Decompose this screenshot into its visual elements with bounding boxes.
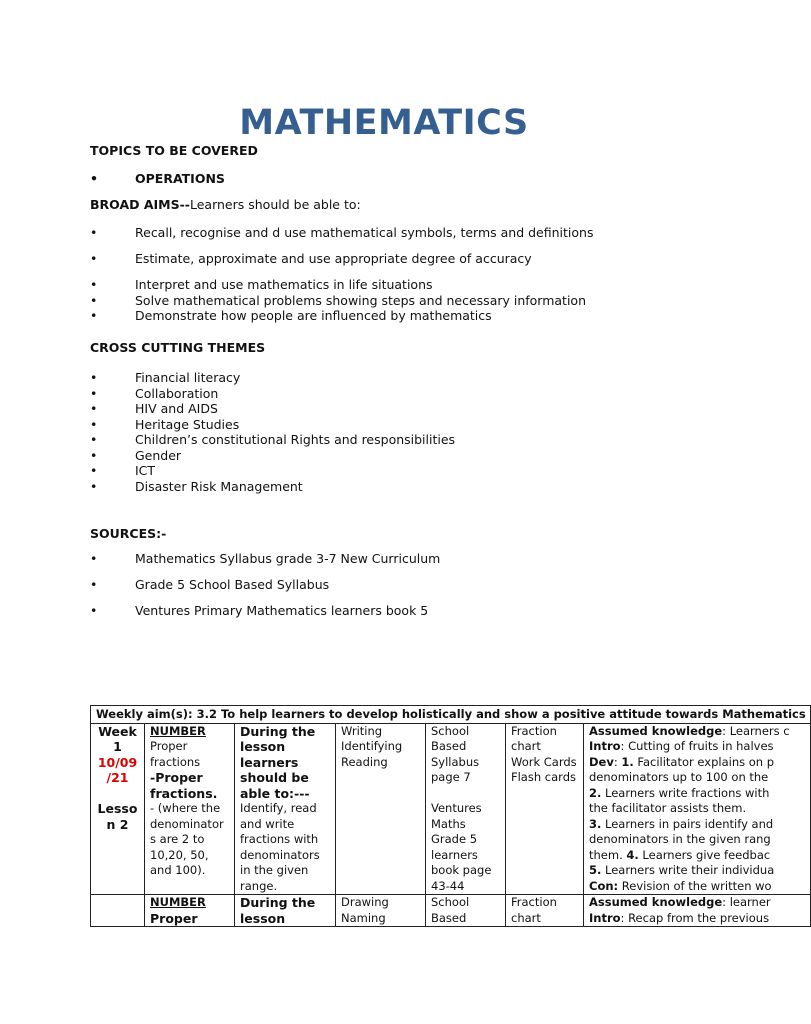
aim-text: Recall, recognise and d use mathematical symbols, terms and definitions xyxy=(135,225,594,240)
objective-line: denominators xyxy=(240,847,320,862)
methods-cell xyxy=(336,895,426,927)
media-line: Fraction xyxy=(511,895,557,909)
reference-line: Based xyxy=(431,739,467,753)
topic-sub: Proper xyxy=(150,739,188,753)
method-line: Reading xyxy=(341,754,388,769)
activity-text: Learners give feedbac xyxy=(638,847,771,862)
reference-line: Syllabus xyxy=(431,754,480,769)
topic-label: OPERATIONS xyxy=(135,171,225,186)
theme-text: Children’s constitutional Rights and responsibilities xyxy=(135,432,456,447)
activity-line xyxy=(589,832,805,848)
activity-bold: 1. xyxy=(621,754,634,769)
activity-bold: Assumed knowledge xyxy=(589,895,723,909)
theme-text: Gender xyxy=(135,447,182,463)
topic-note-line: 10,20, 50, xyxy=(150,847,209,862)
activity-text: : Learners c xyxy=(722,723,790,738)
bullet: • xyxy=(90,292,98,308)
source-text: Ventures Primary Mathematics learners book 5 xyxy=(135,603,429,618)
activity-line xyxy=(589,879,805,895)
bullet: • xyxy=(90,370,98,385)
week-cell xyxy=(91,723,145,895)
topic-item xyxy=(90,171,225,186)
source-text: Mathematics Syllabus grade 3-7 New Curriculum xyxy=(135,551,441,566)
activity-text: Facilitator explains on p xyxy=(633,754,775,769)
activity-text: : learner xyxy=(722,895,771,909)
topic-note-line: s are 2 to xyxy=(150,832,205,846)
topic-heading: NUMBER xyxy=(150,723,206,738)
theme-item xyxy=(90,463,455,479)
reference-line: School xyxy=(431,895,470,909)
activity-line xyxy=(589,739,805,755)
theme-text: Collaboration xyxy=(135,385,219,401)
reference-line: Grade 5 xyxy=(431,832,478,846)
objective-line: fractions with xyxy=(240,832,319,846)
lesson-line-1: Lesso xyxy=(97,801,138,816)
media-line: Flash cards xyxy=(511,770,576,784)
date-line-1: 10/09 xyxy=(97,754,138,770)
bullet: • xyxy=(90,478,98,494)
activity-bold: Intro xyxy=(589,910,621,925)
objective-line: and write xyxy=(240,816,295,831)
objectives-cell xyxy=(235,895,336,927)
date-line-2: /21 xyxy=(106,770,129,785)
method-line: Drawing xyxy=(341,895,389,909)
bullet: • xyxy=(90,171,98,186)
references-cell xyxy=(426,895,506,927)
activity-bold: Intro xyxy=(589,739,621,753)
media-line: chart xyxy=(511,910,541,925)
bullet: • xyxy=(90,463,98,478)
reference-line: learners xyxy=(431,847,478,862)
topic-sub: fractions xyxy=(150,754,201,769)
broad-aims-label: BROAD AIMS-- xyxy=(90,197,190,212)
objectives-cell xyxy=(235,723,336,895)
bullet: • xyxy=(90,225,98,240)
aim-text: Interpret and use mathematics in life situations xyxy=(135,277,433,292)
aim-text: Solve mathematical problems showing steps and necessary information xyxy=(135,292,587,308)
document-title: MATHEMATICS xyxy=(239,103,529,143)
sources-heading: SOURCES:- xyxy=(90,526,167,541)
week-number: 1 xyxy=(113,739,122,754)
activity-text: : Recap from the previous xyxy=(620,910,770,925)
activity-line xyxy=(589,848,805,864)
activity-bold: 3. xyxy=(589,816,602,831)
theme-item xyxy=(90,417,455,433)
objective-bold-line: should be xyxy=(240,770,309,785)
media-cell xyxy=(506,723,584,895)
aim-item xyxy=(90,225,593,240)
activity-text: denominators in the given rang xyxy=(589,832,771,846)
week-label: Week xyxy=(98,723,137,739)
source-item xyxy=(90,551,440,566)
theme-text: HIV and AIDS xyxy=(135,401,218,416)
broad-aims-line xyxy=(90,197,361,212)
objective-line: in the given xyxy=(240,863,309,877)
reference-line: Based xyxy=(431,910,467,925)
activity-line xyxy=(589,863,805,879)
activity-line xyxy=(589,911,805,927)
aim-text: Estimate, approximate and use appropriate degree of accuracy xyxy=(135,251,532,266)
topic-bold: -Proper xyxy=(150,770,203,785)
activity-text: them. xyxy=(589,847,627,862)
reference-line: Ventures xyxy=(431,801,482,815)
themes-heading: CROSS CUTTING THEMES xyxy=(90,340,266,355)
media-cell xyxy=(506,895,584,927)
reference-line: book page xyxy=(431,863,492,877)
topic-bold: fractions. xyxy=(150,785,218,801)
weekly-aim-cell: Weekly aim(s): 3.2 To help learners to develop holistically and show a positive attitude towards Mathematics xyxy=(91,706,811,724)
bullet: • xyxy=(90,277,98,292)
activity-bold: 5. xyxy=(589,863,602,877)
topic-note-line: - (where the xyxy=(150,801,221,815)
theme-text: Disaster Risk Management xyxy=(135,478,303,494)
objective-line: Identify, read xyxy=(240,801,317,815)
activity-line xyxy=(589,755,805,771)
topic-cell xyxy=(145,723,235,895)
topic-note-line: denominator xyxy=(150,816,224,831)
topic-heading: NUMBER xyxy=(150,895,206,909)
source-item xyxy=(90,603,428,618)
topic-cell xyxy=(145,895,235,927)
topics-heading: TOPICS TO BE COVERED xyxy=(90,143,258,158)
aim-item xyxy=(90,277,586,293)
objective-line: range. xyxy=(240,878,278,893)
methods-cell xyxy=(336,723,426,895)
bullet: • xyxy=(90,251,98,266)
theme-item xyxy=(90,479,455,495)
theme-item xyxy=(90,401,455,417)
objective-bold-line: able to:--- xyxy=(240,785,310,801)
aims-list xyxy=(90,277,586,324)
activity-text: : xyxy=(613,754,622,769)
bullet: • xyxy=(90,432,98,447)
table-row xyxy=(91,723,811,895)
reference-line: page 7 xyxy=(431,770,471,784)
themes-list xyxy=(90,370,455,494)
theme-item xyxy=(90,448,455,464)
activity-line xyxy=(589,770,805,786)
method-line: Writing xyxy=(341,723,383,738)
activity-line xyxy=(589,895,805,911)
theme-text: Financial literacy xyxy=(135,370,241,385)
bullet: • xyxy=(90,308,98,323)
lesson-plan-table xyxy=(90,705,811,927)
activity-text: Learners in pairs identify and xyxy=(601,816,774,831)
activity-text: denominators up to 100 on the xyxy=(589,770,769,784)
aim-item xyxy=(90,308,586,324)
activity-line xyxy=(589,724,805,740)
bullet: • xyxy=(90,551,98,566)
theme-item xyxy=(90,432,455,448)
activity-text: the facilitator assists them. xyxy=(589,801,747,815)
topic-sub: Proper xyxy=(150,910,198,926)
aim-text: Demonstrate how people are influenced by mathematics xyxy=(135,308,492,323)
topic-note-line: and 100). xyxy=(150,863,206,877)
source-text: Grade 5 School Based Syllabus xyxy=(135,577,330,592)
weekly-aim-row xyxy=(91,706,811,724)
theme-item xyxy=(90,386,455,402)
theme-text: ICT xyxy=(135,463,156,478)
activity-bold: 2. xyxy=(589,785,602,800)
bullet: • xyxy=(90,577,98,592)
activity-line xyxy=(589,801,805,817)
lesson-line-2: n 2 xyxy=(106,816,129,832)
bullet: • xyxy=(90,385,98,401)
method-line: Identifying xyxy=(341,739,403,753)
media-line: Fraction xyxy=(511,723,557,738)
activity-text: Revision of the written wo xyxy=(618,878,772,893)
reference-line: 43-44 xyxy=(431,878,465,893)
objective-bold-line: lesson xyxy=(240,739,286,754)
bullet: • xyxy=(90,401,98,416)
theme-item xyxy=(90,370,455,386)
activity-bold: Con: xyxy=(589,878,619,893)
media-line: Work Cards xyxy=(511,754,577,769)
reference-line: Maths xyxy=(431,816,466,831)
activity-text: : Cutting of fruits in halves xyxy=(620,739,774,753)
activity-bold: 4. xyxy=(626,847,639,862)
table-row xyxy=(91,895,811,927)
activities-cell xyxy=(584,895,811,927)
aim-item xyxy=(90,251,532,266)
media-line: chart xyxy=(511,739,541,753)
activity-line xyxy=(589,817,805,833)
bullet: • xyxy=(90,603,98,618)
activity-text: Learners write fractions with xyxy=(601,785,770,800)
references-cell xyxy=(426,723,506,895)
activity-text: Learners write their individua xyxy=(601,863,775,877)
reference-line: School xyxy=(431,723,470,738)
objective-bold-line: lesson xyxy=(240,910,286,926)
objective-bold-line: learners xyxy=(240,754,299,770)
theme-text: Heritage Studies xyxy=(135,416,240,432)
activities-cell xyxy=(584,723,811,895)
week-cell xyxy=(91,895,145,927)
activity-line xyxy=(589,786,805,802)
source-item xyxy=(90,577,329,592)
bullet: • xyxy=(90,416,98,432)
aim-item xyxy=(90,293,586,309)
objective-bold-line: During the xyxy=(240,723,316,739)
method-line: Naming xyxy=(341,910,386,925)
broad-aims-intro: Learners should be able to: xyxy=(190,197,361,212)
objective-bold-line: During the xyxy=(240,895,316,910)
activity-bold: Assumed knowledge xyxy=(589,723,723,738)
bullet: • xyxy=(90,447,98,463)
activity-bold: Dev xyxy=(589,754,614,769)
